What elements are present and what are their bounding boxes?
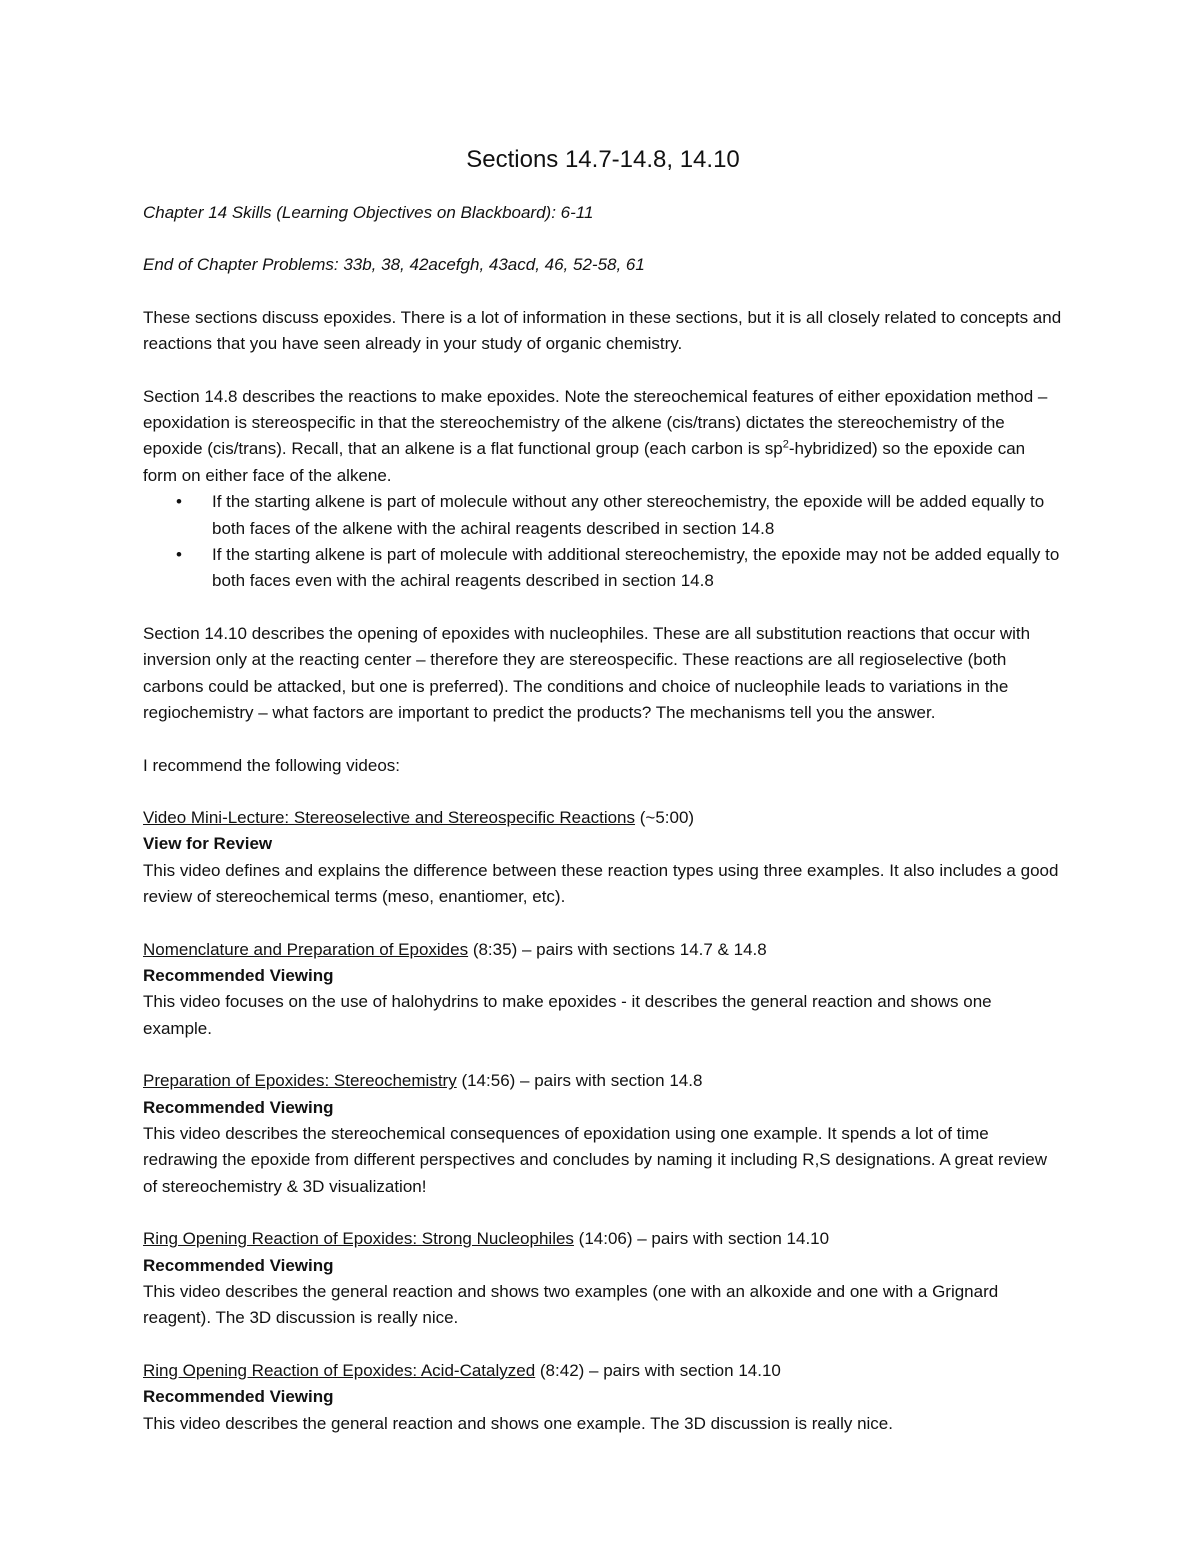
video-status: Recommended Viewing (143, 965, 334, 985)
video-link[interactable]: Video Mini-Lecture: Stereoselective and Stereospecific Reactions (143, 807, 636, 827)
video-status: Recommended Viewing (143, 1097, 334, 1117)
bullet-icon: • (176, 545, 182, 565)
section-14-8-text: Section 14.8 describes the reactions to make epoxides. Note the stereochemical features of either epoxidation method – epoxidation is stereospecific in that the stereochemistry of the alkene (cis/trans) dictates the stereochemistry of the epoxide (cis/trans). Recall, that an alkene is a flat functional group (each carbon is sp (143, 386, 1048, 459)
recommend-heading: I recommend the following videos: (143, 755, 401, 775)
video-duration: (8:35) – pairs with sections 14.7 & 14.8 (468, 939, 767, 959)
section-14-10-paragraph: Section 14.10 describes the opening of epoxides with nucleophiles. These are all substitution reactions that occur with inversion only at the reacting center – therefore they are stereospecific. These reactions are all regioselective (both carbons could be attacked, but one is preferred). The conditions and choice of nucleophile leads to variations in the regiochemistry – what factors are important to predict the products? The mechanisms tell you the answer. (143, 623, 1031, 723)
section-14-8-paragraph (143, 384, 1063, 490)
video-entry (143, 1358, 1063, 1437)
video-entry (143, 1226, 1063, 1332)
video-duration: (~5:00) (635, 807, 695, 827)
video-entry (143, 937, 1063, 1043)
video-status: Recommended Viewing (143, 1387, 334, 1407)
video-entry (143, 805, 1063, 911)
video-description: This video defines and explains the difference between these reaction types using three examples. It also includes a good review of stereochemical terms (meso, enantiomer, etc). (143, 860, 1059, 907)
video-status: View for Review (143, 834, 273, 854)
superscript-2: 2 (782, 438, 789, 451)
video-status: Recommended Viewing (143, 1255, 334, 1275)
chapter-skills: Chapter 14 Skills (Learning Objectives on Blackboard): 6-11 (143, 203, 594, 222)
video-description: This video describes the general reaction and shows two examples (one with an alkoxide and one with a Grignard reagent). The 3D discussion is really nice. (143, 1282, 999, 1328)
bullet-text: If the starting alkene is part of molecule without any other stereochemistry, the epoxide will be added equally to both faces of the alkene with the achiral reagents described in section 14.8 (212, 492, 1045, 538)
video-link[interactable]: Nomenclature and Preparation of Epoxides (143, 939, 469, 959)
bullet-icon: • (176, 492, 182, 512)
video-description: This video describes the stereochemical consequences of epoxidation using one example. It spends a lot of time redrawing the epoxide from different perspectives and concludes by naming it including R,S designations. A great review of stereochemistry & 3D visualization! (143, 1123, 1048, 1196)
video-description: This video describes the general reaction and shows one example. The 3D discussion is really nice. (143, 1413, 893, 1433)
bullet-text: If the starting alkene is part of molecule with additional stereochemistry, the epoxide may not be added equally to both faces even with the achiral reagents described in section 14.8 (212, 545, 1060, 591)
video-description: This video focuses on the use of halohydrins to make epoxides - it describes the general reaction and shows one example. (143, 992, 992, 1038)
video-duration: (8:42) – pairs with section 14.10 (535, 1360, 781, 1380)
video-entry (143, 1068, 1063, 1200)
stereochemistry-bullet-list (143, 489, 1063, 595)
document-page (143, 140, 1063, 1463)
video-link[interactable]: Ring Opening Reaction of Epoxides: Acid-Catalyzed (143, 1360, 536, 1380)
section-14-8-text-end: -hybridized) so the epoxide can form on either face of the alkene. (143, 439, 1026, 485)
list-item (143, 542, 1063, 595)
video-link[interactable]: Ring Opening Reaction of Epoxides: Strong Nucleophiles (143, 1229, 574, 1249)
page-title: Sections 14.7-14.8, 14.10 (466, 146, 740, 173)
video-duration: (14:56) – pairs with section 14.8 (456, 1071, 703, 1091)
end-of-chapter-problems: End of Chapter Problems: 33b, 38, 42acefgh, 43acd, 46, 52-58, 61 (143, 255, 645, 275)
video-duration: (14:06) – pairs with section 14.10 (573, 1229, 830, 1249)
list-item (143, 489, 1063, 542)
video-link[interactable]: Preparation of Epoxides: Stereochemistry (143, 1071, 457, 1091)
intro-paragraph: These sections discuss epoxides. There is a lot of information in these sections, but it is all closely related to concepts and reactions that you have seen already in your study of organic chemistry. (143, 307, 1062, 354)
